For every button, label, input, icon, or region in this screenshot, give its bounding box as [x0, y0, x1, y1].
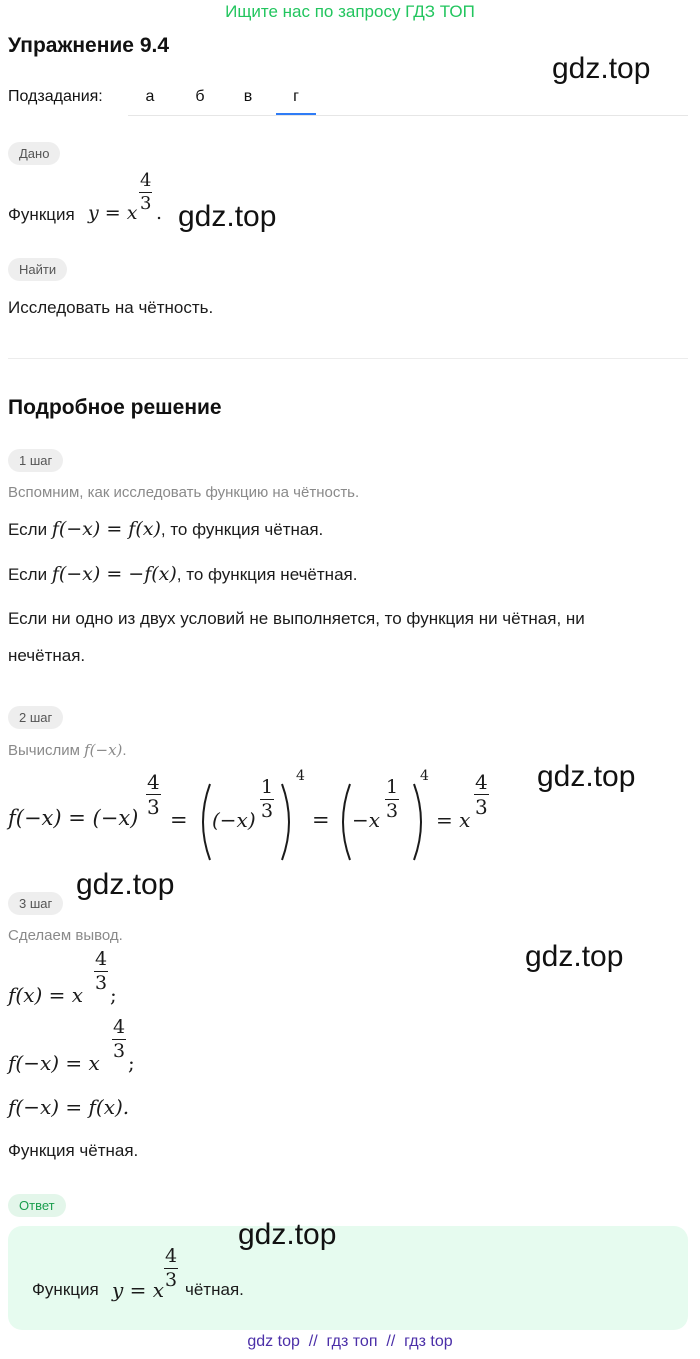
frac1-num: 4 [147, 770, 160, 794]
step3-l1-num: 4 [95, 948, 108, 970]
watermark: gdz.top [238, 1218, 337, 1251]
answer-label: Функция [32, 1280, 99, 1299]
outer-exp-2: 4 [420, 768, 429, 784]
step3-line1 [8, 950, 208, 1006]
given-tail: . [156, 202, 163, 224]
step1-line3: Если ни одно из двух условий не выполняется, то функция ни чётная, ни [8, 609, 585, 628]
step1-line4: нечётная. [8, 646, 86, 665]
step3-l2-den: 3 [113, 1040, 126, 1062]
step1-line2 [8, 563, 357, 585]
answer-den: 3 [165, 1269, 178, 1291]
step1-line1 [8, 518, 323, 540]
step2-equation [8, 770, 508, 865]
tab-a[interactable]: а [145, 88, 155, 105]
subtasks-label: Подзадания: [8, 88, 103, 105]
watermark: gdz.top [76, 868, 175, 901]
step1-line2-b: , то функция нечётная. [176, 565, 358, 584]
step2-frac1 [146, 772, 161, 817]
step1-line2-math: f(−x) = −f(x) [51, 563, 177, 585]
outer-exp-1: 4 [296, 768, 305, 784]
step1-line2-a: Если [8, 565, 48, 584]
answer-text [32, 1245, 332, 1305]
paren-group-2 [336, 782, 428, 862]
step3-line1-math: f(x) = x [8, 983, 84, 1007]
answer-math: y = x [112, 1278, 165, 1302]
step2-frac-rhs [474, 772, 489, 817]
inner2-frac [385, 778, 399, 821]
inner1: (−x) [212, 808, 256, 832]
step3-conclusion: Функция чётная. [8, 1141, 139, 1160]
watermark: gdz.top [525, 940, 624, 973]
step3-line2 [8, 1018, 208, 1074]
active-tab-indicator [276, 113, 316, 115]
frac-rhs-num: 4 [475, 770, 488, 794]
answer-num: 4 [165, 1245, 178, 1267]
step3-l2-num: 4 [113, 1016, 126, 1038]
step2-eq-sign2: = [312, 808, 330, 832]
given-exp-den: 3 [140, 193, 152, 214]
given-chip: Дано [8, 142, 60, 165]
tab-g[interactable]: г [293, 88, 299, 105]
step3-l1-semi: ; [110, 983, 117, 1007]
tab-b[interactable]: б [195, 88, 205, 105]
answer-chip: Ответ [8, 1194, 66, 1217]
step3-l1-den: 3 [95, 972, 108, 994]
section-divider [8, 358, 688, 359]
step2-hint-b: . [122, 742, 127, 759]
solution-heading: Подробное решение [8, 396, 222, 419]
step2-rhs: = x [436, 808, 471, 832]
given-formula: y = x [88, 202, 138, 224]
step3-chip: 3 шаг [8, 892, 63, 915]
step2-eq-sign1: = [170, 808, 188, 832]
inner2-num: 1 [386, 776, 399, 798]
step3-l2-semi: ; [128, 1051, 135, 1075]
promo-banner[interactable]: Ищите нас по запросу ГДЗ ТОП [225, 2, 475, 21]
inner2-den: 3 [386, 800, 399, 822]
page-title: Упражнение 9.4 [8, 34, 170, 57]
given-label: Функция [8, 205, 75, 224]
step3-line2-math: f(−x) = x [8, 1051, 100, 1075]
answer-frac [164, 1247, 178, 1290]
step3-line2-frac [112, 1018, 126, 1061]
step1-line1-b: , то функция чётная. [160, 520, 324, 539]
step2-hint-a: Вычислим [8, 742, 80, 759]
step1-line1-math: f(−x) = f(x) [51, 518, 161, 540]
frac-rhs-den: 3 [475, 795, 488, 819]
step1-chip: 1 шаг [8, 449, 63, 472]
find-chip: Найти [8, 258, 67, 281]
find-text: Исследовать на чётность. [8, 298, 214, 317]
tabs-underline [128, 115, 688, 116]
inner1-num: 1 [261, 776, 274, 798]
step2-chip: 2 шаг [8, 706, 63, 729]
step1-hint: Вспомним, как исследовать функцию на чётность. [8, 484, 360, 501]
watermark: gdz.top [537, 760, 636, 793]
footer-links[interactable]: gdz top // гдз топ // гдз top [247, 1333, 453, 1350]
answer-tail: чётная. [185, 1280, 244, 1299]
tab-v[interactable]: в [243, 88, 253, 105]
inner2: −x [352, 808, 381, 832]
step2-hint-math: f(−x) [84, 741, 123, 759]
inner1-den: 3 [261, 800, 274, 822]
inner1-frac [260, 778, 274, 821]
watermark: gdz.top [552, 52, 651, 85]
step1-line1-a: Если [8, 520, 48, 539]
given-exp-num: 4 [140, 170, 152, 191]
step2-eq-lhs: f(−x) = (−x) [8, 806, 139, 830]
step3-line3: f(−x) = f(x). [8, 1095, 130, 1119]
watermark: gdz.top [178, 200, 277, 233]
given-exponent [139, 172, 152, 213]
frac1-den: 3 [147, 795, 160, 819]
step3-line1-frac [94, 950, 108, 993]
step2-hint [8, 741, 127, 759]
step3-hint: Сделаем вывод. [8, 927, 123, 944]
